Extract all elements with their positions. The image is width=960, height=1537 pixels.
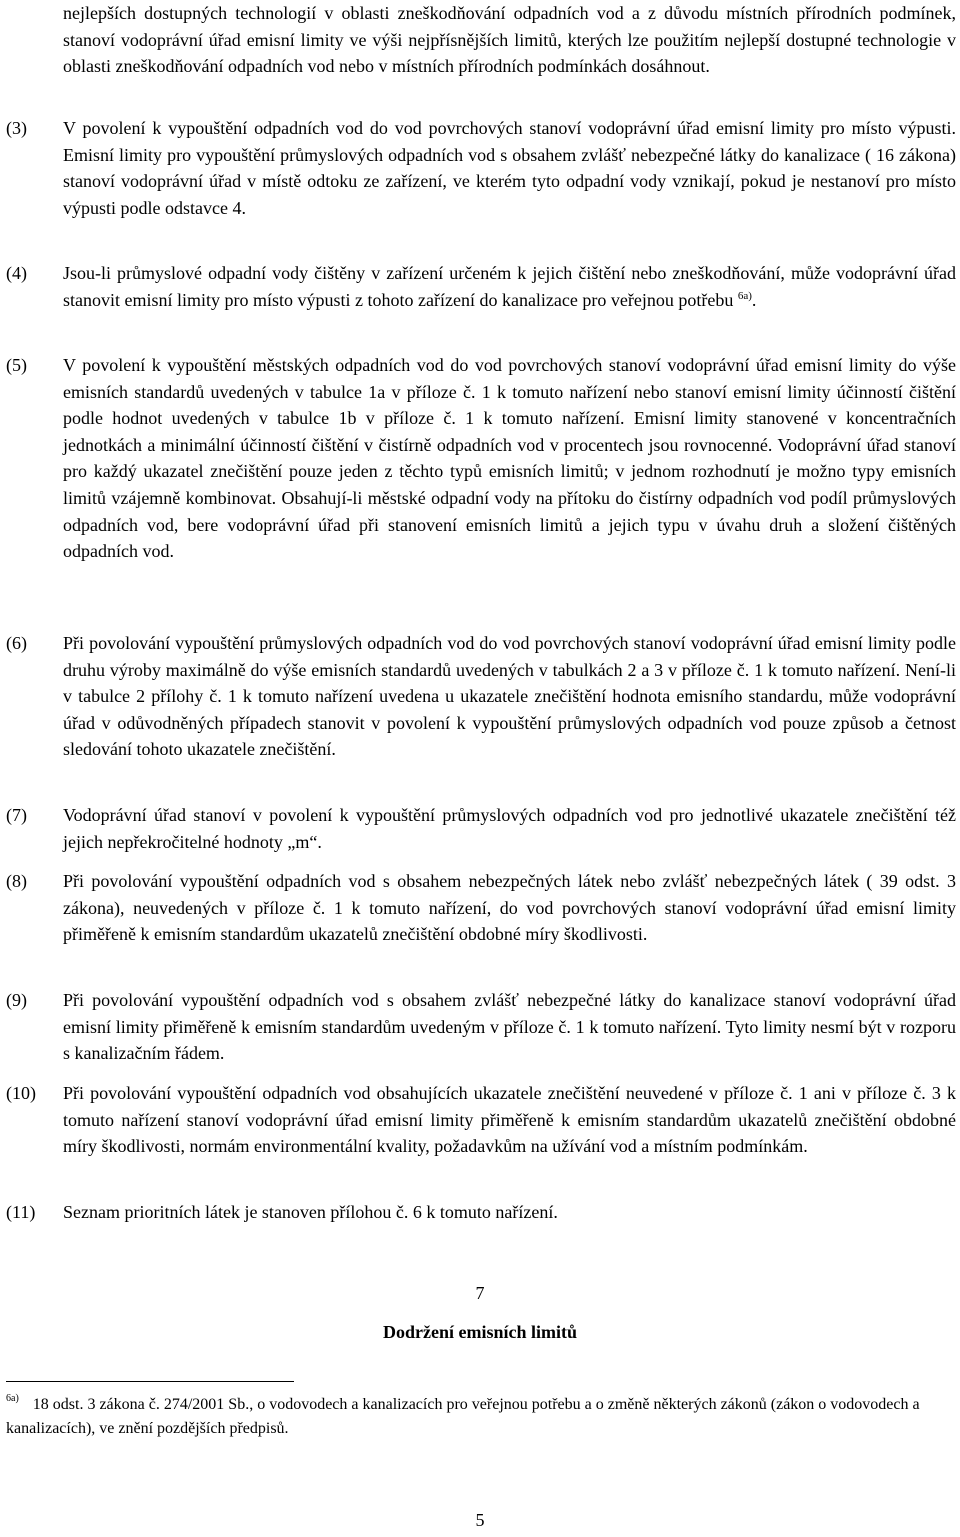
footnote-text: 18 odst. 3 zákona č. 274/2001 Sb., o vodovodech a kanalizacích pro veřejnou potřebu a o změně některých zákonů (zákon o vodovodech a kanalizacích), ve znění pozdějších předpisů. — [6, 1396, 920, 1437]
paragraph-text: V povolení k vypouštění městských odpadních vod do vod povrchových stanoví vodoprávní úřad emisní limity do výše emisních standardů uvedených v tabulce 1a v příloze č. 1 k tomuto nařízení nebo stanoví emisní limity účinností čištění podle hodnot uvedených v tabulce 1b v příloze č. 1 k tomuto nařízení. Emisní limity stanovené v koncentračních jednotkách a minimální účinností čištění v čistírně odpadních vod v procentech jsou rovnocenné. Vodoprávní úřad stanoví pro každý ukazatel znečištění pouze jeden z těchto typů emisních limitů; v jednom rozhodnutí je možno typy emisních limitů vzájemně kombinovat. Obsahují-li městské odpadní vody na přítoku do čistírny odpadních vod podíl průmyslových odpadních vod, bere vodoprávní úřad při stanovení emisních limitů a jejich typu v úvahu druh a složení čištěných odpadních vod. — [63, 355, 956, 562]
paragraph-text: V povolení k vypouštění odpadních vod do vod povrchových stanoví vodoprávní úřad emisní limity pro místo výpusti. Emisní limity pro vypouštění průmyslových odpadních vod s obsahem zvlášť nebezpečné látky do kanalizace ( 16 zákona) stanoví vodoprávní úřad v místě odtoku ze zařízení, ve kterém tyto odpadní vody vznikají, pokud je nestanoví pro místo výpusti podle odstavce 4. — [63, 118, 956, 218]
paragraph-text: Při povolování vypouštění odpadních vod obsahujících ukazatele znečištění neuvedené v příloze č. 1 ani v příloze č. 3 k tomuto nařízení stanoví vodoprávní úřad emisní limity přiměřeně k emisním standardům ukazatelů znečištění obdobné míry škodlivosti, normám environmentální kvality, požadavkům na užívání vod a místním podmínkám. — [63, 1083, 956, 1157]
paragraph-number: (9) — [6, 990, 27, 1010]
footnote-divider — [6, 1381, 294, 1382]
paragraph-9 — [6, 987, 956, 1067]
continuation-paragraph: nejlepších dostupných technologií v oblasti zneškodňování odpadních vod a z důvodu místních přírodních podmínek, stanoví vodoprávní úřad emisní limity ve výši nejpřísnějších limitů, kterých lze použitím nejlepší dostupné technologie v oblasti zneškodňování odpadních vod nebo v místních přírodních podmínkách dosáhnout. — [63, 3, 956, 77]
paragraph-number: (4) — [6, 263, 27, 283]
paragraph-number: (5) — [6, 355, 27, 375]
paragraph-number: (3) — [6, 118, 27, 138]
paragraph-text: Při povolování vypouštění průmyslových odpadních vod do vod povrchových stanoví vodoprávní úřad emisní limity podle druhu výroby maximálně do výše emisních standardů uvedených v tabulkách 2 a 3 v příloze č. 1 k tomuto nařízení. Není-li v tabulce 2 přílohy č. 1 k tomuto nařízení uvedena u ukazatele znečištění hodnota emisního standardu, může vodoprávní úřad v odůvodněných případech stanovit v povolení k vypouštění průmyslových odpadních vod pouze způsob a četnost sledování tohoto ukazatele znečištění. — [63, 633, 956, 760]
paragraph-5 — [6, 352, 956, 565]
section-symbol: 7 — [475, 1283, 485, 1303]
paragraph-8 — [6, 868, 956, 948]
footnote-reference: 6a) — [737, 289, 752, 302]
paragraph-4 — [6, 260, 956, 313]
paragraph-number: (6) — [6, 633, 27, 653]
paragraph-text-end: . — [751, 289, 757, 310]
paragraph-10 — [6, 1080, 956, 1160]
footnote — [6, 1393, 956, 1441]
paragraph-number: (11) — [6, 1202, 36, 1222]
paragraph-text: Seznam prioritních látek je stanoven přílohou č. 6 k tomuto nařízení. — [63, 1202, 558, 1222]
paragraph-number: (7) — [6, 805, 27, 825]
page-number: 5 — [475, 1510, 485, 1530]
footnote-mark: 6a) — [6, 1393, 19, 1404]
paragraph-text: Při povolování vypouštění odpadních vod s obsahem zvlášť nebezpečné látky do kanalizace stanoví vodoprávní úřad emisní limity přiměřeně k emisním standardům uvedeným v příloze č. 1 k tomuto nařízení. Tyto limity nesmí být v rozporu s kanalizačním řádem. — [63, 990, 956, 1064]
paragraph-7 — [6, 802, 956, 855]
paragraph-number: (8) — [6, 871, 27, 891]
paragraph-11 — [6, 1199, 956, 1226]
paragraph-6 — [6, 630, 956, 763]
paragraph-number: (10) — [6, 1083, 36, 1103]
paragraph-3 — [6, 115, 956, 221]
paragraph-text: Vodoprávní úřad stanoví v povolení k vypouštění průmyslových odpadních vod pro jednotlivé ukazatele znečištění též jejich nepřekročitelné hodnoty „m“. — [63, 805, 956, 852]
paragraph-text — [63, 260, 956, 313]
paragraph-text-body: Jsou-li průmyslové odpadní vody čištěny v zařízení určeném k jejich čištění nebo zneškodňování, může vodoprávní úřad stanovit emisní limity pro místo výpusti z tohoto zařízení do kanalizace pro veřejnou potřebu — [63, 263, 956, 310]
paragraph-text: Při povolování vypouštění odpadních vod s obsahem nebezpečných látek nebo zvlášť nebezpečných látek ( 39 odst. 3 zákona), neuvedených v příloze č. 1 k tomuto nařízení, do vod povrchových stanoví vodoprávní úřad emisní limity přiměřeně k emisním standardům ukazatelů znečištění obdobné míry škodlivosti. — [63, 871, 956, 945]
section-title: Dodržení emisních limitů — [383, 1322, 577, 1342]
